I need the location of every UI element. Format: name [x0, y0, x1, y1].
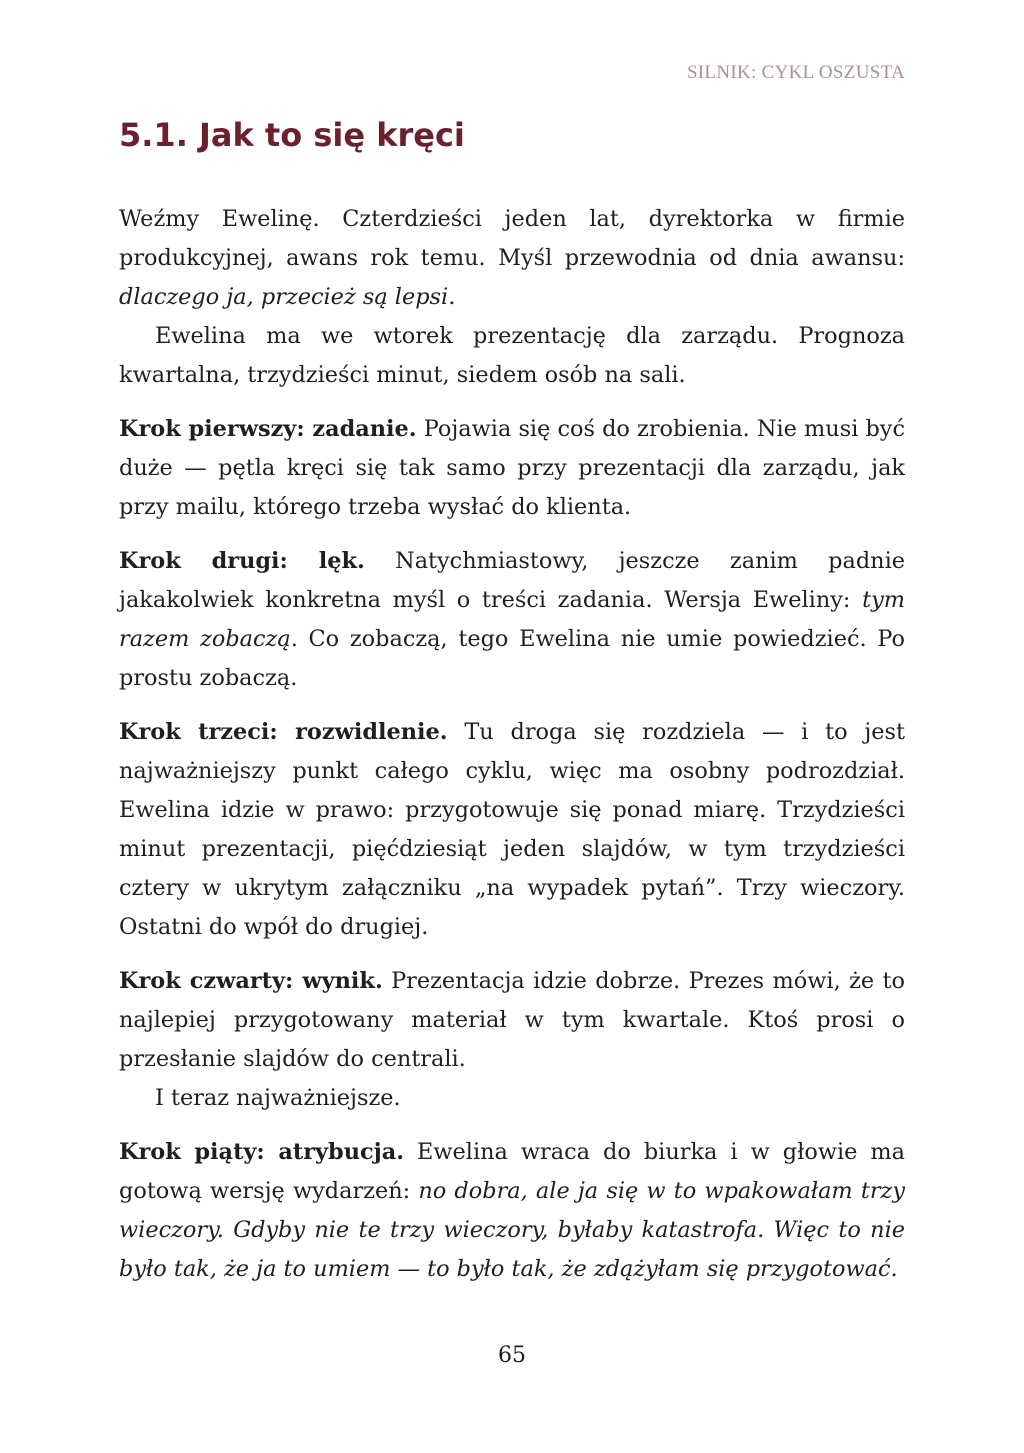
step-1-text: Pojawia się coś do zrobienia. Nie musi być duże — pętla kręci się tak samo przy prezentacji dla zarządu, jak przy mailu, którego trzeba wysłać do klienta. [119, 416, 905, 520]
step-5-italic: no dobra, ale ja się w to wpakowałam trzy wieczory. Gdyby nie te trzy wieczory, byłaby katastrofa. Więc to nie było tak, że ja to umiem — to było tak, że zdążyłam się przygotować. [119, 1178, 905, 1282]
step-4-text: Prezentacja idzie dobrze. Prezes mówi, że to najlepiej przygotowany materiał w tym kwartale. Ktoś prosi o przesłanie slajdów do centrali. [119, 968, 905, 1072]
paragraph-intro-text: Weźmy Ewelinę. Czterdzieści jeden lat, dyrektorka w firmie produkcyjnej, awans rok temu. Myśl przewodnia od dnia awansu: [119, 206, 905, 271]
step-5-label: Krok piąty: atrybucja. [119, 1139, 405, 1165]
body-text [119, 200, 905, 1289]
paragraph-intro [119, 200, 905, 317]
running-header: SILNIK: CYKL OSZUSTA [686, 62, 905, 83]
step-1-label: Krok pierwszy: zadanie. [119, 416, 417, 442]
step-2-italic: tym razem zobaczą [119, 587, 905, 652]
step-2-text: Natychmiastowy, jeszcze zanim padnie jakakolwiek konkretna myśl o treści zadania. Wersja Eweliny: [119, 548, 906, 613]
step-2-label: Krok drugi: lęk. [119, 548, 365, 574]
section-title: 5.1. Jak to się kręci [119, 116, 465, 154]
step-5-text: Ewelina wraca do biurka i w głowie ma gotową wersję wydarzeń: [119, 1139, 905, 1204]
step-3-text: Tu droga się rozdziela — i to jest najważniejszy punkt całego cyklu, więc ma osobny podrozdział. Ewelina idzie w prawo: przygotowuje się ponad miarę. Trzydzieści minut prezentacji, pięćdziesiąt jeden slajdów, w tym trzydzieści cztery w ukrytym załączniku „na wypadek pytań”. Trzy wieczory. Ostatni do wpół do drugiej. [119, 719, 906, 940]
paragraph-intro-italic: dlaczego ja, przecież są lepsi [119, 284, 449, 310]
step-2-end: . Co zobaczą, tego Ewelina nie umie powiedzieć. Po prostu zobaczą. [119, 626, 905, 691]
step-3-label: Krok trzeci: rozwidlenie. [119, 719, 448, 745]
paragraph-step-5 [119, 1133, 905, 1289]
paragraph-presentation: Ewelina ma we wtorek prezentację dla zarządu. Prognoza kwartalna, trzydzieści minut, siedem osób na sali. [119, 323, 905, 388]
paragraph-important: I teraz najważniejsze. [155, 1085, 401, 1111]
page-number: 65 [498, 1343, 526, 1368]
paragraph-step-1 [119, 410, 905, 527]
step-4-label: Krok czwarty: wynik. [119, 968, 383, 994]
paragraph-step-3 [119, 713, 905, 947]
paragraph-step-4 [119, 962, 905, 1079]
paragraph-step-2 [119, 542, 905, 698]
paragraph-intro-end: . [448, 284, 456, 310]
